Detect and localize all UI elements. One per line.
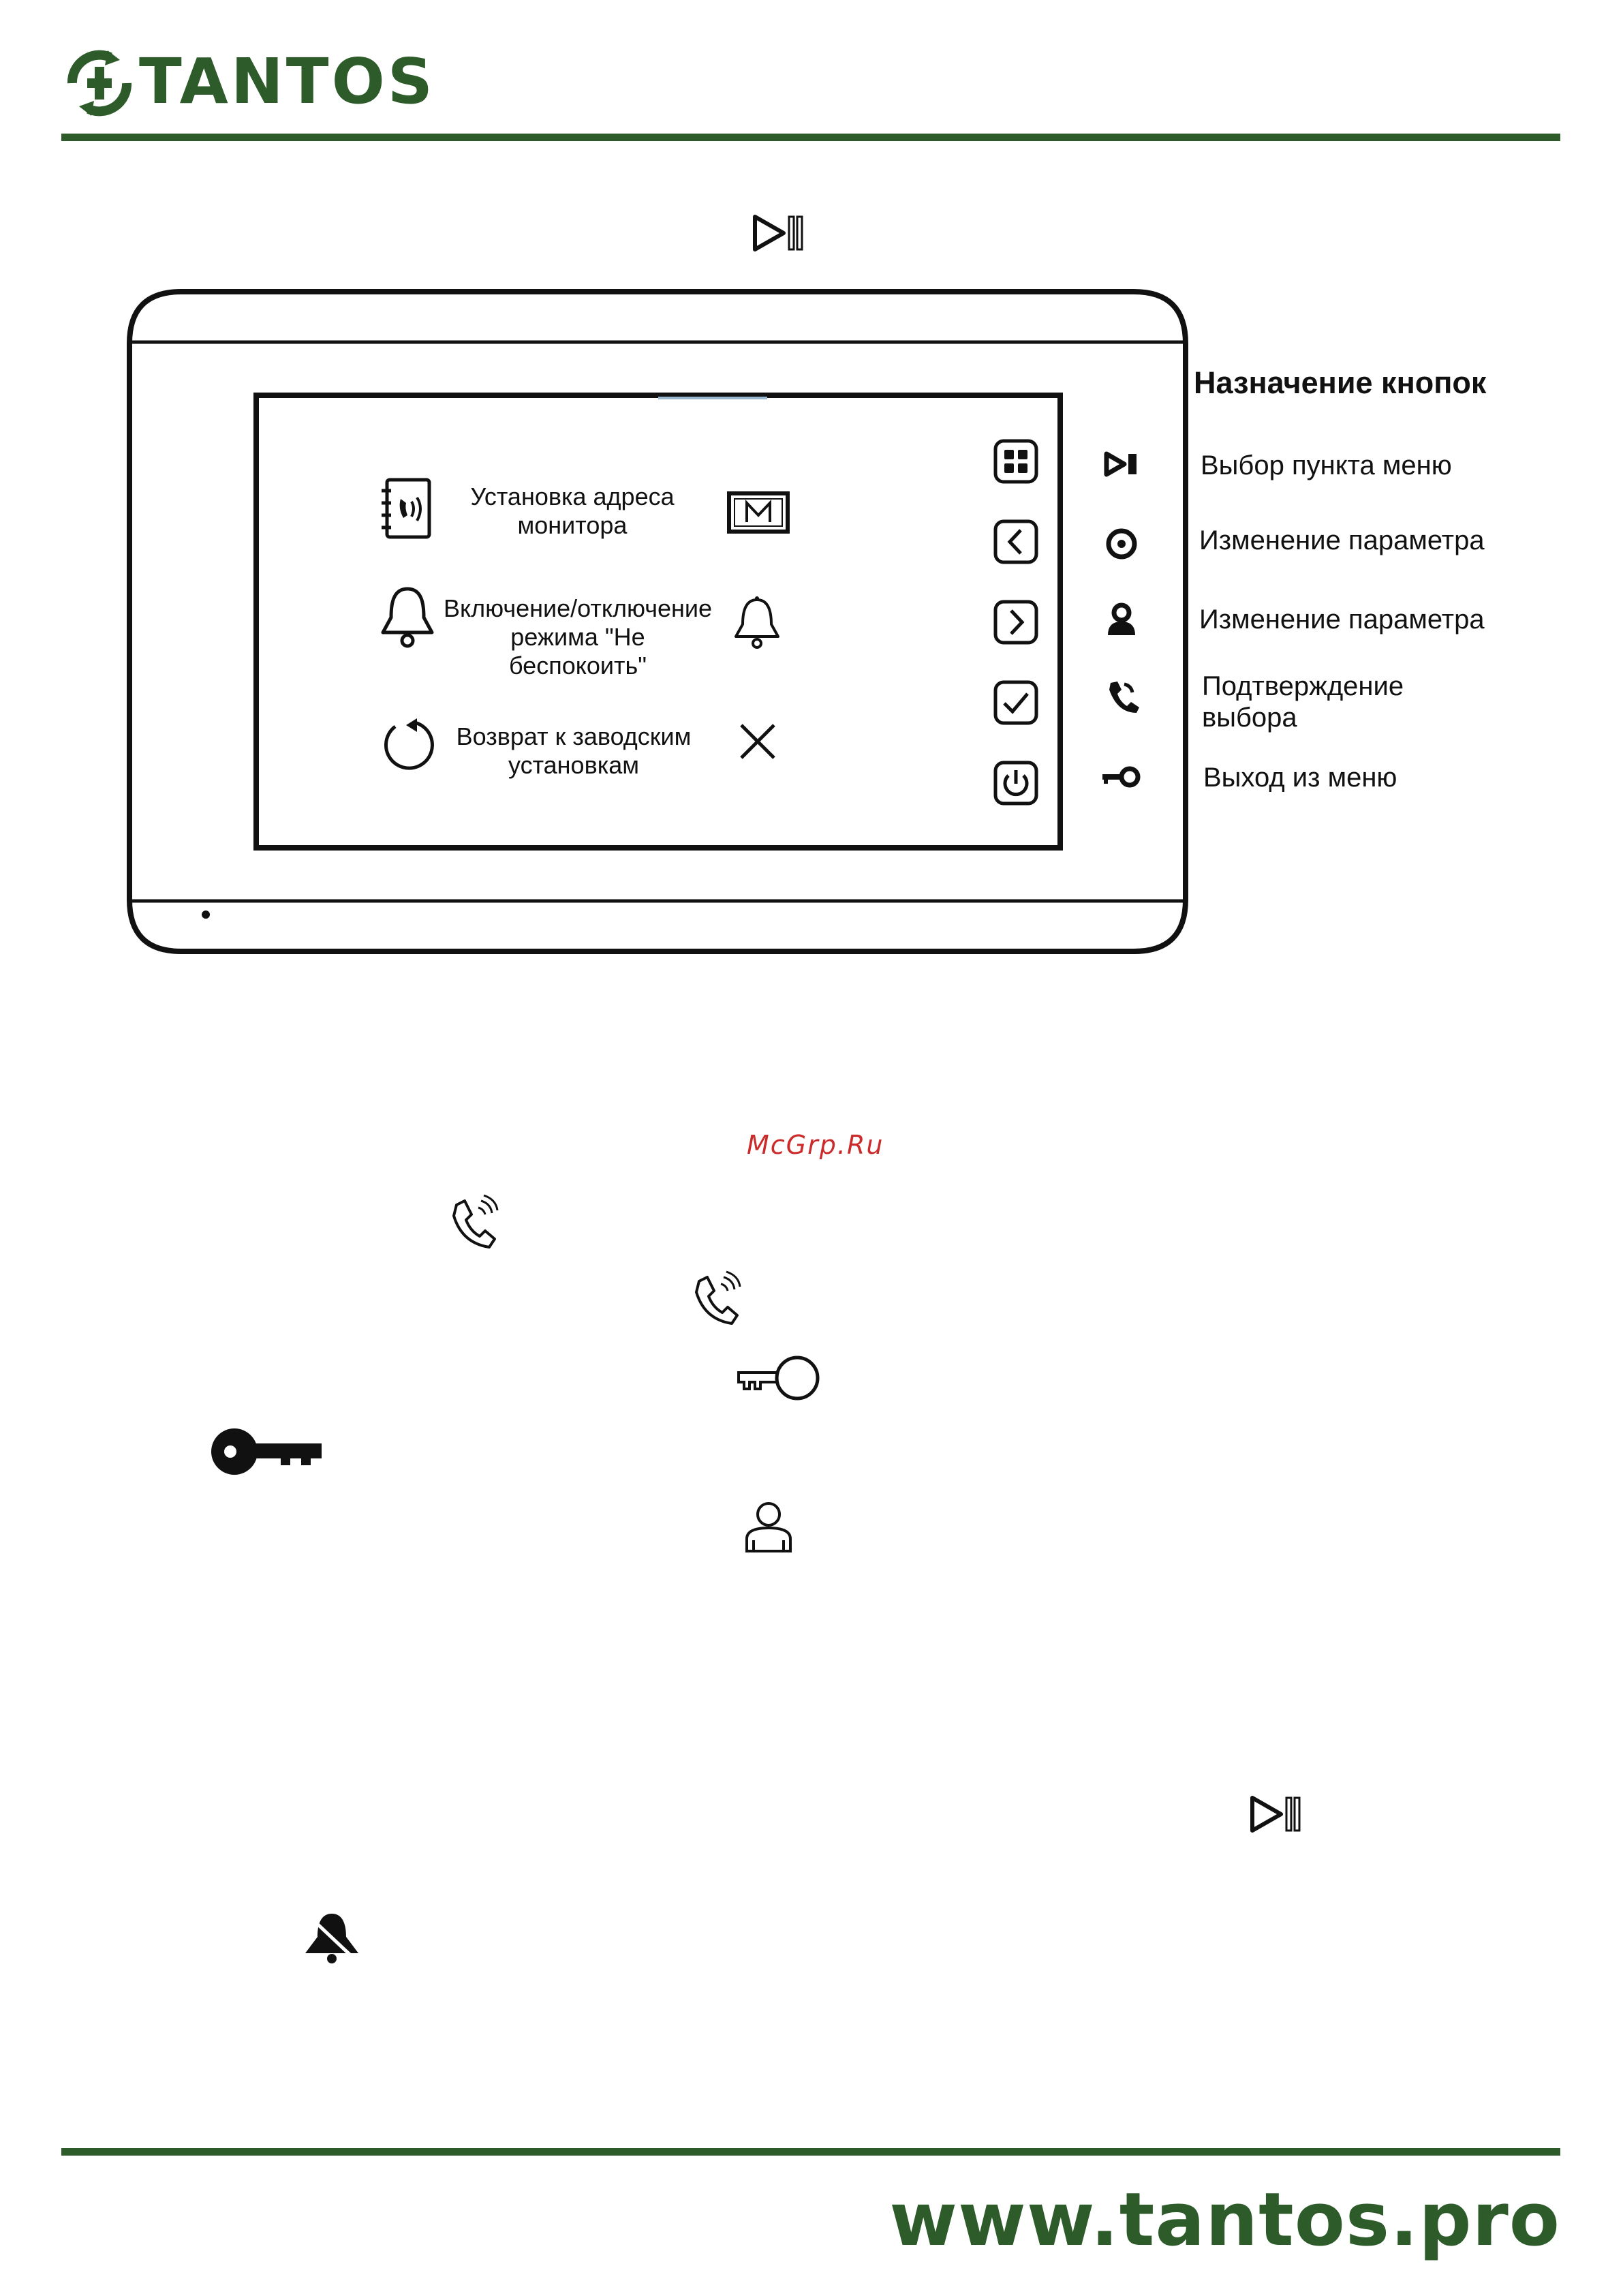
menu-text-line: Включение/отключение режима "Не беспокоить" xyxy=(443,594,713,679)
key-icon xyxy=(1101,765,1142,789)
site-url[interactable]: www.tantos.pro xyxy=(889,2177,1560,2263)
circle-dot-icon xyxy=(1105,527,1138,560)
person-icon xyxy=(1105,602,1138,638)
grid-icon[interactable] xyxy=(993,439,1038,484)
bell-icon xyxy=(379,585,436,650)
menu-text-line: Возврат к заводским установкам xyxy=(456,722,692,779)
chevron-right-icon[interactable] xyxy=(993,600,1038,645)
phone-ring-icon xyxy=(447,1195,501,1253)
play-pause-icon xyxy=(752,214,807,252)
tantos-emblem-icon xyxy=(72,55,127,112)
menu-item-dnd xyxy=(442,594,714,680)
chevron-left-icon[interactable] xyxy=(993,519,1038,564)
phone-icon xyxy=(1104,679,1139,717)
person-outline-icon xyxy=(743,1499,794,1554)
menu-item-reset xyxy=(451,722,696,780)
microphone-dot xyxy=(202,910,210,919)
bell-muted-icon xyxy=(301,1910,362,1964)
reset-arrow-icon xyxy=(379,716,436,773)
play-pause-icon xyxy=(1250,1795,1304,1833)
key-outline-icon xyxy=(737,1353,822,1403)
legend-label: Выбор пункта меню xyxy=(1201,450,1452,480)
cross-icon xyxy=(739,722,777,761)
phone-ring-icon xyxy=(690,1272,744,1329)
header-rule xyxy=(61,134,1560,141)
legend-title: Назначение кнопок xyxy=(1194,365,1487,400)
bell-outline-icon xyxy=(732,594,782,652)
watermark: McGrp.Ru xyxy=(747,1130,884,1160)
key-solid-icon xyxy=(208,1424,324,1479)
legend-label: Выход из меню xyxy=(1203,763,1397,793)
menu-text-line: Установка адреса монитора xyxy=(470,483,675,539)
check-icon[interactable] xyxy=(993,680,1038,725)
legend-label: Подтверждение выбора xyxy=(1202,671,1404,733)
m-box-icon xyxy=(726,491,790,534)
legend-label: Изменение параметра xyxy=(1199,525,1485,555)
brand-name: TANTOS xyxy=(139,45,436,118)
legend-label: Изменение параметра xyxy=(1199,604,1485,634)
address-book-icon xyxy=(380,477,433,540)
menu-item-address xyxy=(463,483,681,540)
footer-rule xyxy=(61,2148,1560,2156)
play-pause-icon xyxy=(1104,451,1139,477)
power-icon[interactable] xyxy=(993,761,1038,806)
